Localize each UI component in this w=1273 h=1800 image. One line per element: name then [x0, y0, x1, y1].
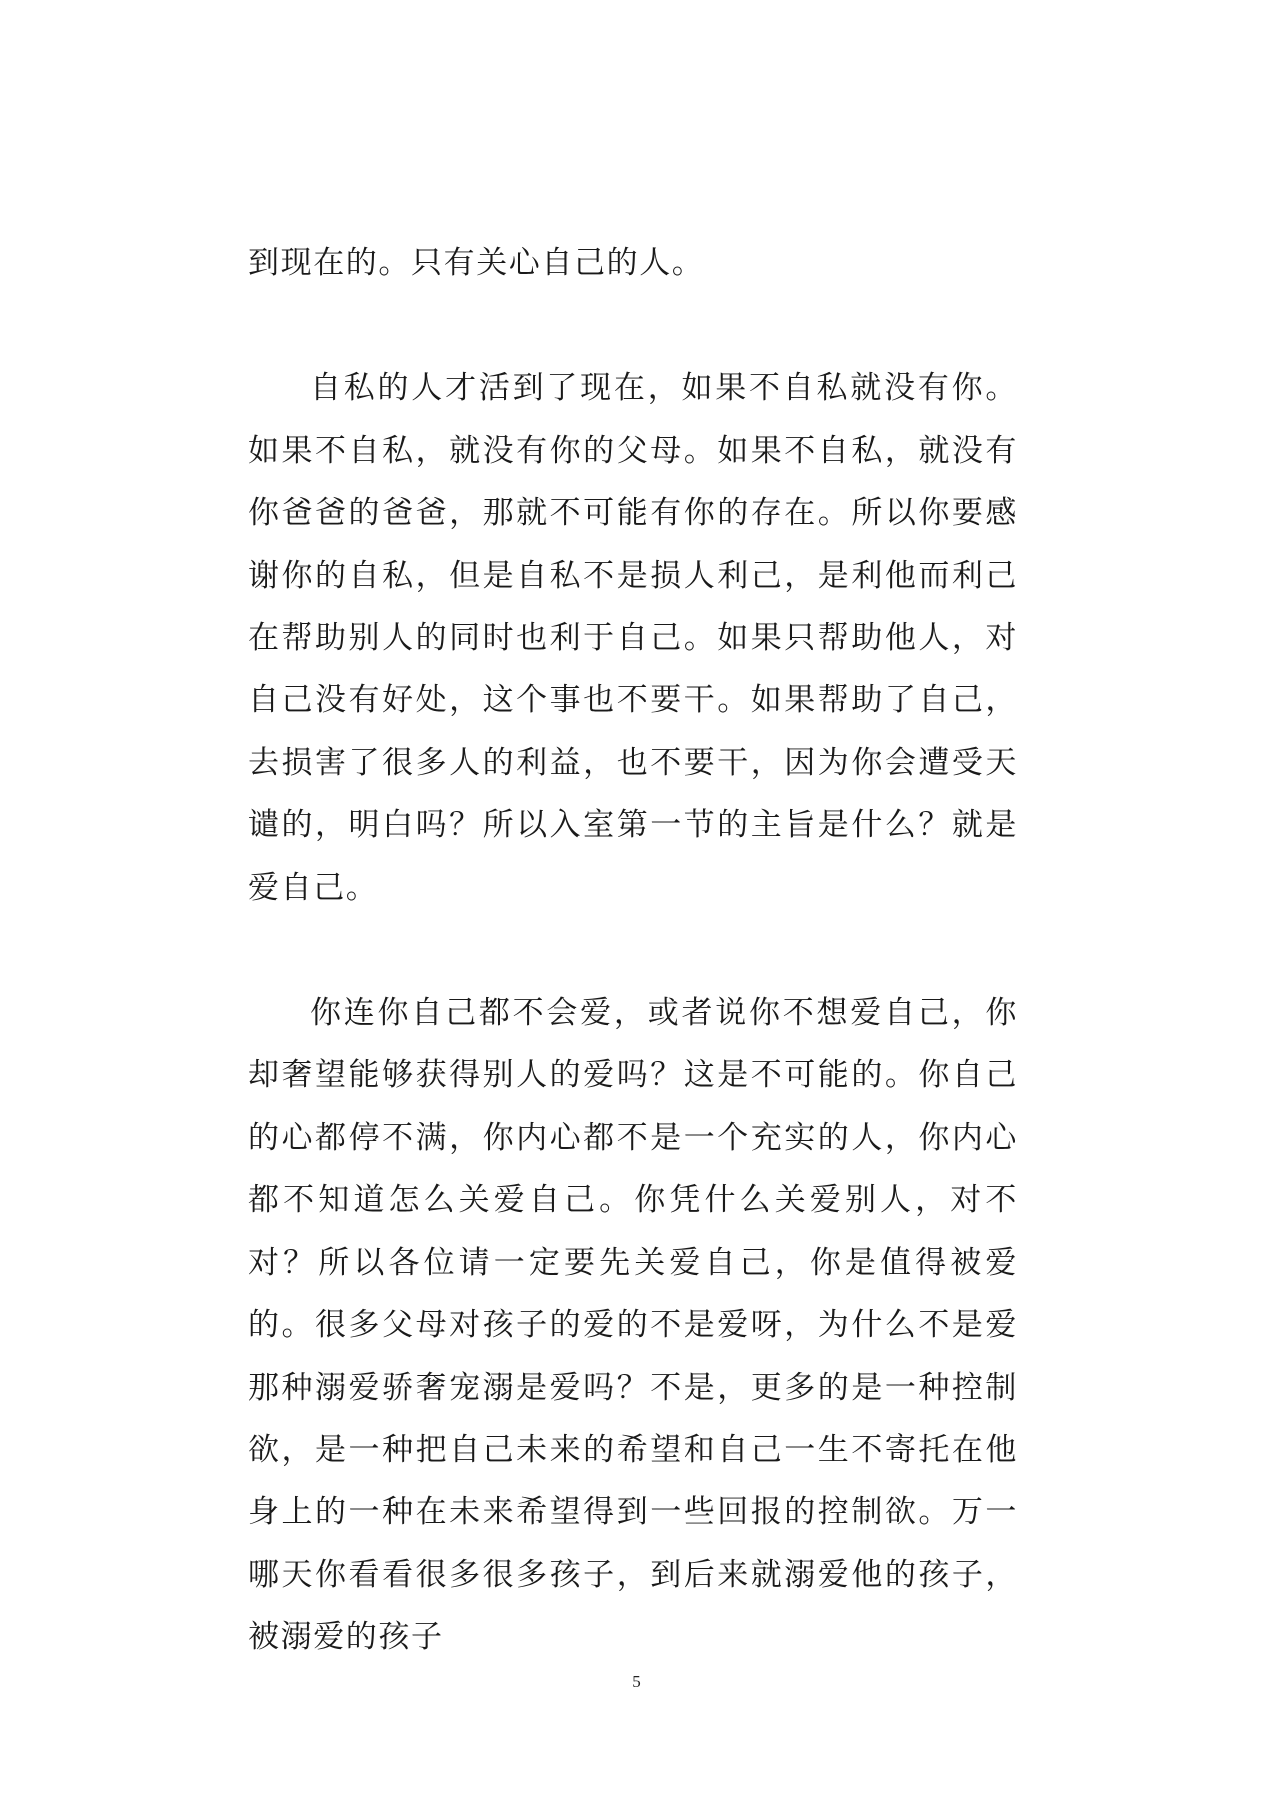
page-number: 5: [632, 1672, 641, 1691]
paragraph-1: 到现在的。只有关心自己的人。: [248, 245, 705, 281]
body-text: [248, 232, 1018, 1669]
paragraph-3: 你连你自己都不会爱，或者说你不想爱自己，你却奢望能够获得别人的爱吗？这是不可能的。你自己的心都停不满，你内心都不是一个充实的人，你内心都不知道怎么关爱自己。你凭什么关爱别人，对不对？所以各位请一定要先关爱自己，你是值得被爱的。很多父母对孩子的爱的不是爱呀，为什么不是爱那种溺爱骄奢宠溺是爱吗？不是，更多的是一种控制欲，是一种把自己未来的希望和自己一生不寄托在他身上的一种在未来希望得到一些回报的控制欲。万一哪天你看看很多很多孩子，到后来就溺爱他的孩子，被溺爱的孩子: [248, 995, 1018, 1656]
paragraph-2: 自私的人才活到了现在，如果不自私就没有你。如果不自私，就没有你的父母。如果不自私，就没有你爸爸的爸爸，那就不可能有你的存在。所以你要感谢你的自私，但是自私不是损人利己，是利他而利己在帮助别人的同时也利于自己。如果只帮助他人，对自己没有好处，这个事也不要干。如果帮助了自己，去损害了很多人的利益，也不要干，因为你会遭受天谴的，明白吗？所以入室第一节的主旨是什么？就是爱自己。: [248, 370, 1018, 906]
